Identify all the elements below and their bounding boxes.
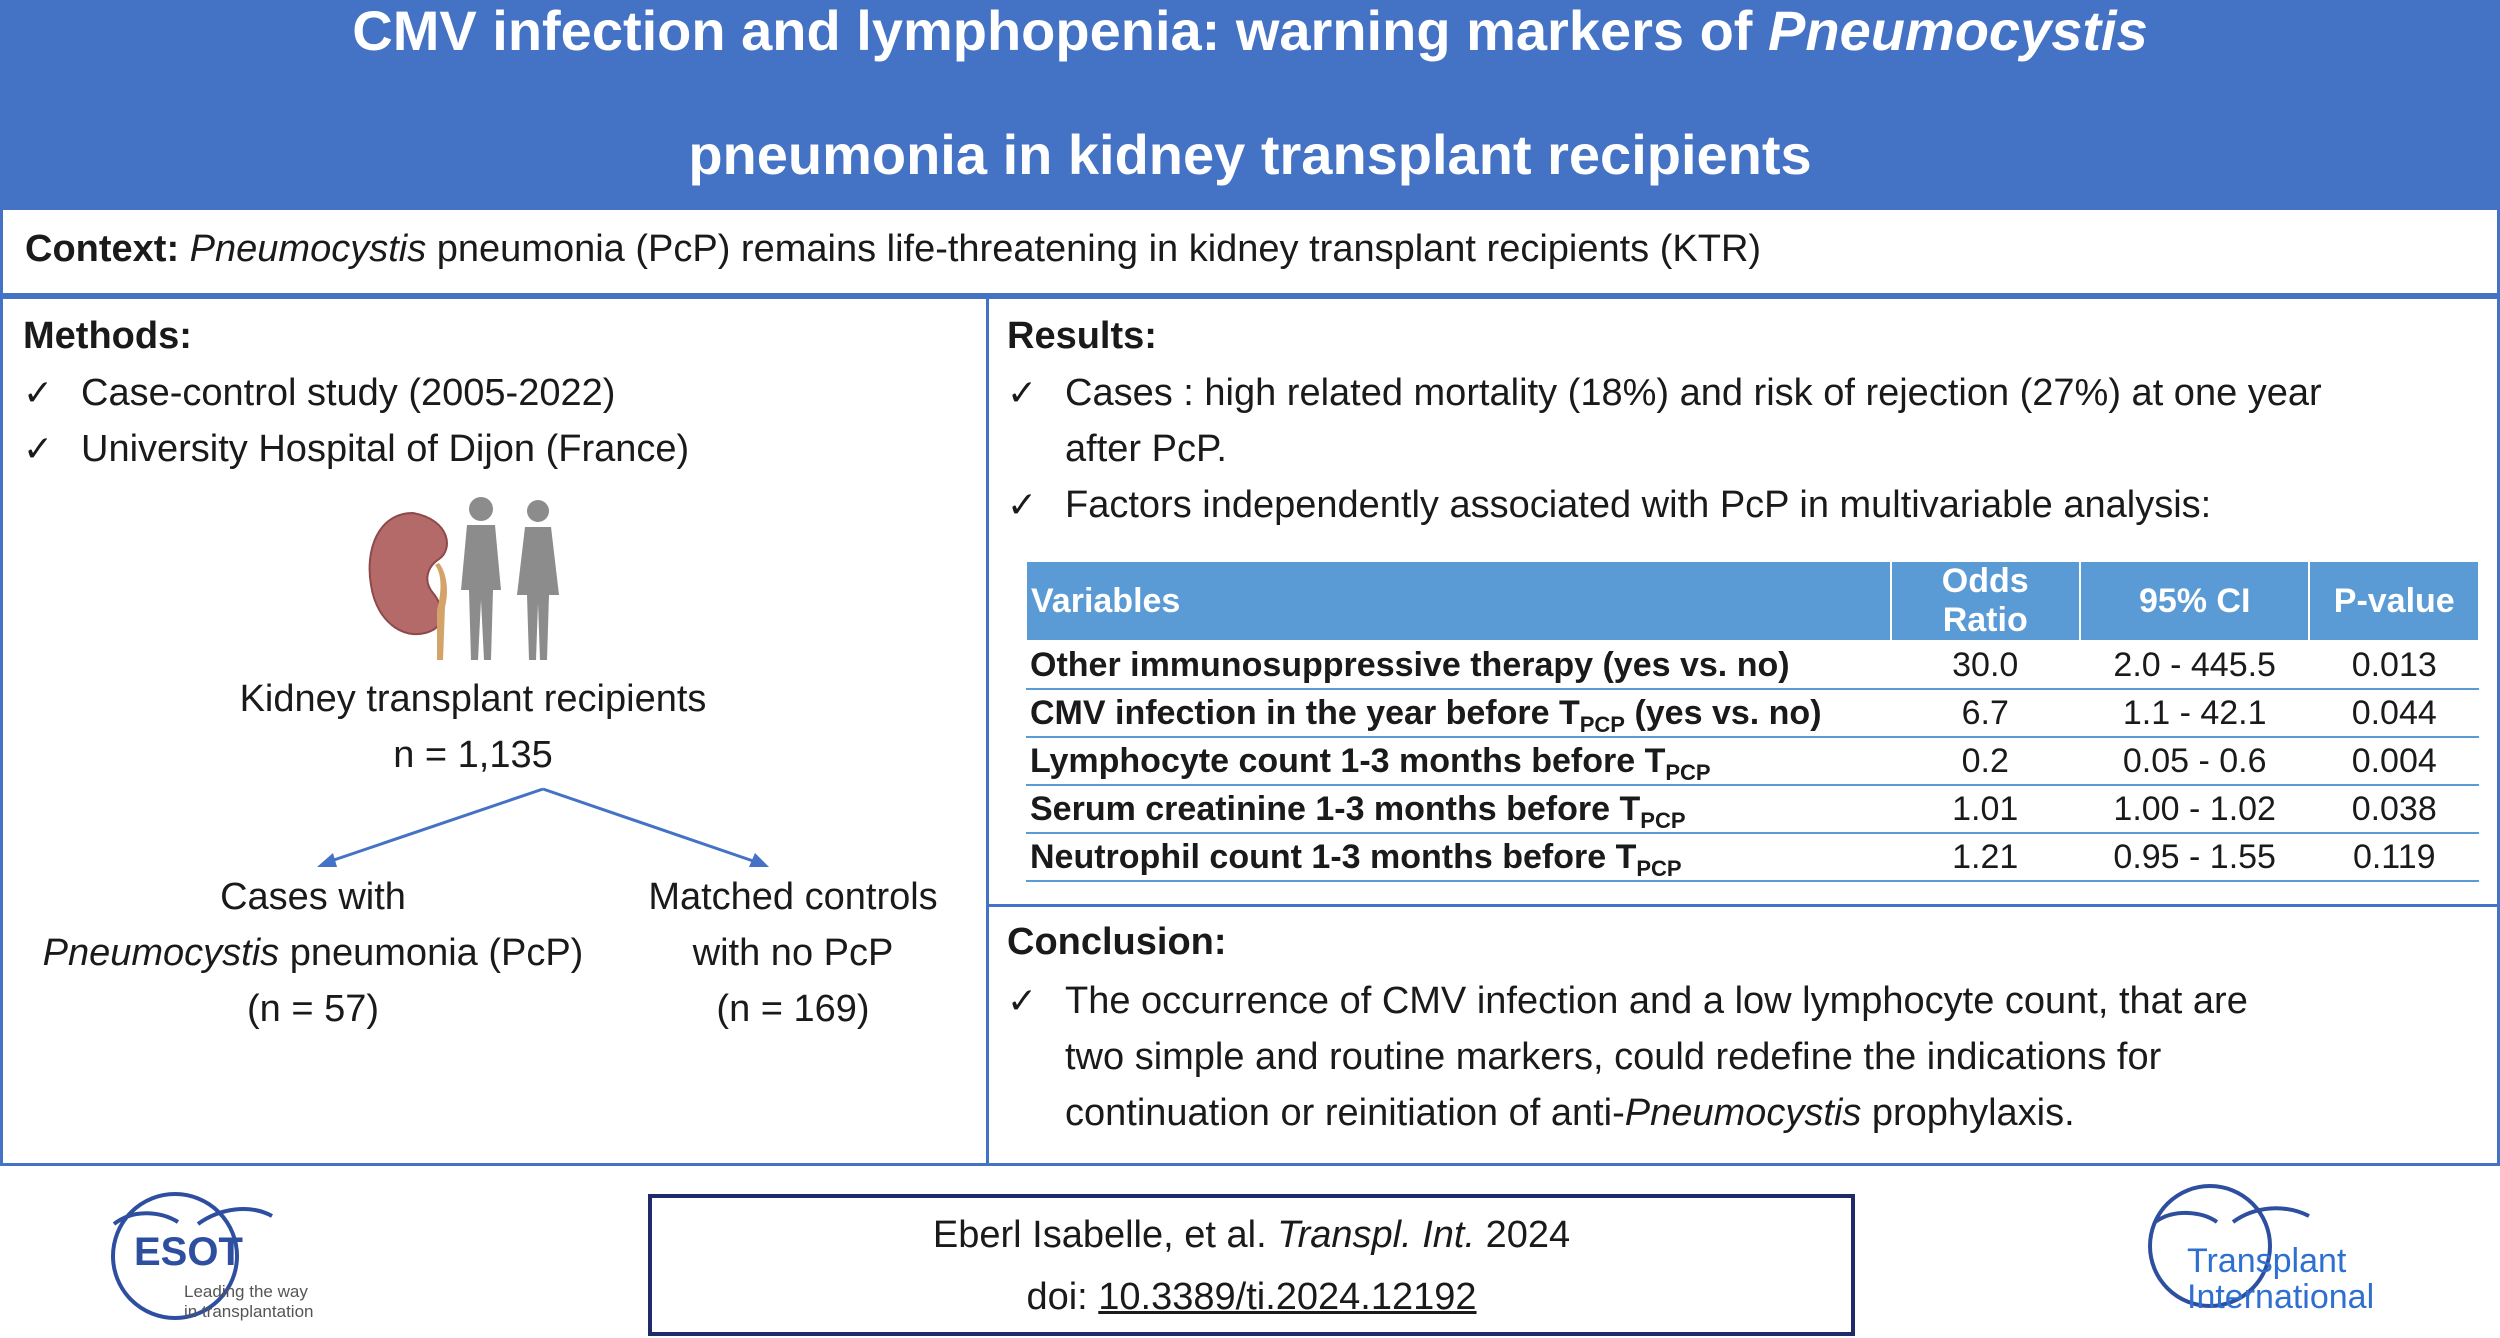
conclusion-section	[986, 904, 2500, 1166]
results-item-mortality: ✓ Cases : high related mortality (18%) and risk of rejection (27%) at one year after PcP.	[1007, 365, 2487, 477]
odds-ratio-table	[1025, 560, 2480, 882]
table-row: Serum creatinine 1-3 months before $T_{PCP}$ 1.01 1.00 - 1.02 0.038	[1026, 785, 2479, 833]
table-row: Lymphocyte count 1-3 months before $T_{PCP}$ 0.2 0.05 - 0.6 0.004	[1026, 737, 2479, 785]
header-odds-ratio: Odds Ratio	[1891, 561, 2080, 641]
conclusion-heading: Conclusion:	[1007, 921, 1227, 963]
kidney-and-people-illustration	[363, 495, 583, 665]
context-section	[0, 210, 2500, 296]
doi-link[interactable]: 10.3389/ti.2024.12192	[1098, 1276, 1477, 1318]
header-variables: Variables	[1026, 561, 1891, 641]
check-icon: ✓	[1007, 980, 1038, 1021]
citation-box	[648, 1194, 1855, 1336]
reaching-hand-icon	[198, 1209, 272, 1224]
title-line-2: pneumonia in kidney transplant recipients	[688, 123, 1812, 186]
esot-logo: ESOT Leading the way in transplantation	[100, 1178, 340, 1328]
results-heading: Results:	[1007, 315, 1157, 357]
human-silhouette-icon	[517, 500, 559, 660]
check-icon: ✓	[1007, 484, 1038, 525]
title-banner	[0, 0, 2500, 210]
check-icon: ✓	[23, 372, 54, 413]
population-count: n = 1,135	[393, 734, 553, 776]
methods-heading: Methods:	[23, 315, 192, 357]
reaching-hand-icon	[2233, 1208, 2309, 1222]
methods-item-design: ✓ Case-control study (2005-2022)	[23, 365, 923, 421]
transplant-international-logo: Transplant International	[2115, 1178, 2415, 1333]
results-item-factors: ✓ Factors independently associated with PcP in multivariable analysis:	[1007, 477, 2487, 533]
arrow-icon	[543, 789, 759, 863]
check-icon: ✓	[1007, 372, 1038, 413]
population-label: Kidney transplant recipients	[239, 678, 707, 720]
title-line-1: CMV infection and lymphopenia: warning markers of Pneumocystis	[352, 0, 2148, 62]
branch-arrows	[303, 781, 783, 881]
human-silhouette-icon	[461, 497, 501, 660]
table-header-row	[1026, 561, 2479, 641]
table-row: Neutrophil count 1-3 months before $T_{PCP}$ 1.21 0.95 - 1.55 0.119	[1026, 833, 2479, 881]
check-icon: ✓	[23, 428, 54, 469]
kidney-icon	[370, 513, 447, 660]
context-text: Context: Pneumocystis pneumonia (PcP) remains life-threatening in kidney transplant recipients (KTR)	[25, 228, 1762, 270]
citation-authors: Eberl Isabelle, et al. Transpl. Int. 2024	[932, 1214, 1571, 1256]
header-ci: 95% CI	[2080, 561, 2310, 641]
controls-group: Matched controls with no PcP (n = 169)	[648, 876, 938, 1030]
table-row: CMV infection in the year before $T_{PCP}$ (yes vs. no) 6.7 1.1 - 42.1 0.044	[1026, 689, 2479, 737]
cases-group: Cases with Pneumocystis pneumonia (PcP) (n = 57)	[42, 876, 584, 1030]
table-row: Other immunosuppressive therapy (yes vs. no) 30.0 2.0 - 445.5 0.013	[1026, 641, 2479, 689]
methods-item-site: ✓ University Hospital of Dijon (France)	[23, 421, 923, 477]
conclusion-item: ✓ The occurrence of CMV infection and a low lymphocyte count, that are two simple and routine markers, could redefine the indications for continuation or reinitiation of anti-Pneumocystis prophylaxis.	[1007, 973, 2487, 1141]
methods-section	[0, 296, 989, 1166]
header-p-value: P-value	[2309, 561, 2479, 641]
arrow-icon	[325, 789, 543, 863]
citation-doi: doi: 10.3389/ti.2024.12192	[1026, 1276, 1477, 1318]
reaching-hand-icon	[2155, 1213, 2217, 1222]
